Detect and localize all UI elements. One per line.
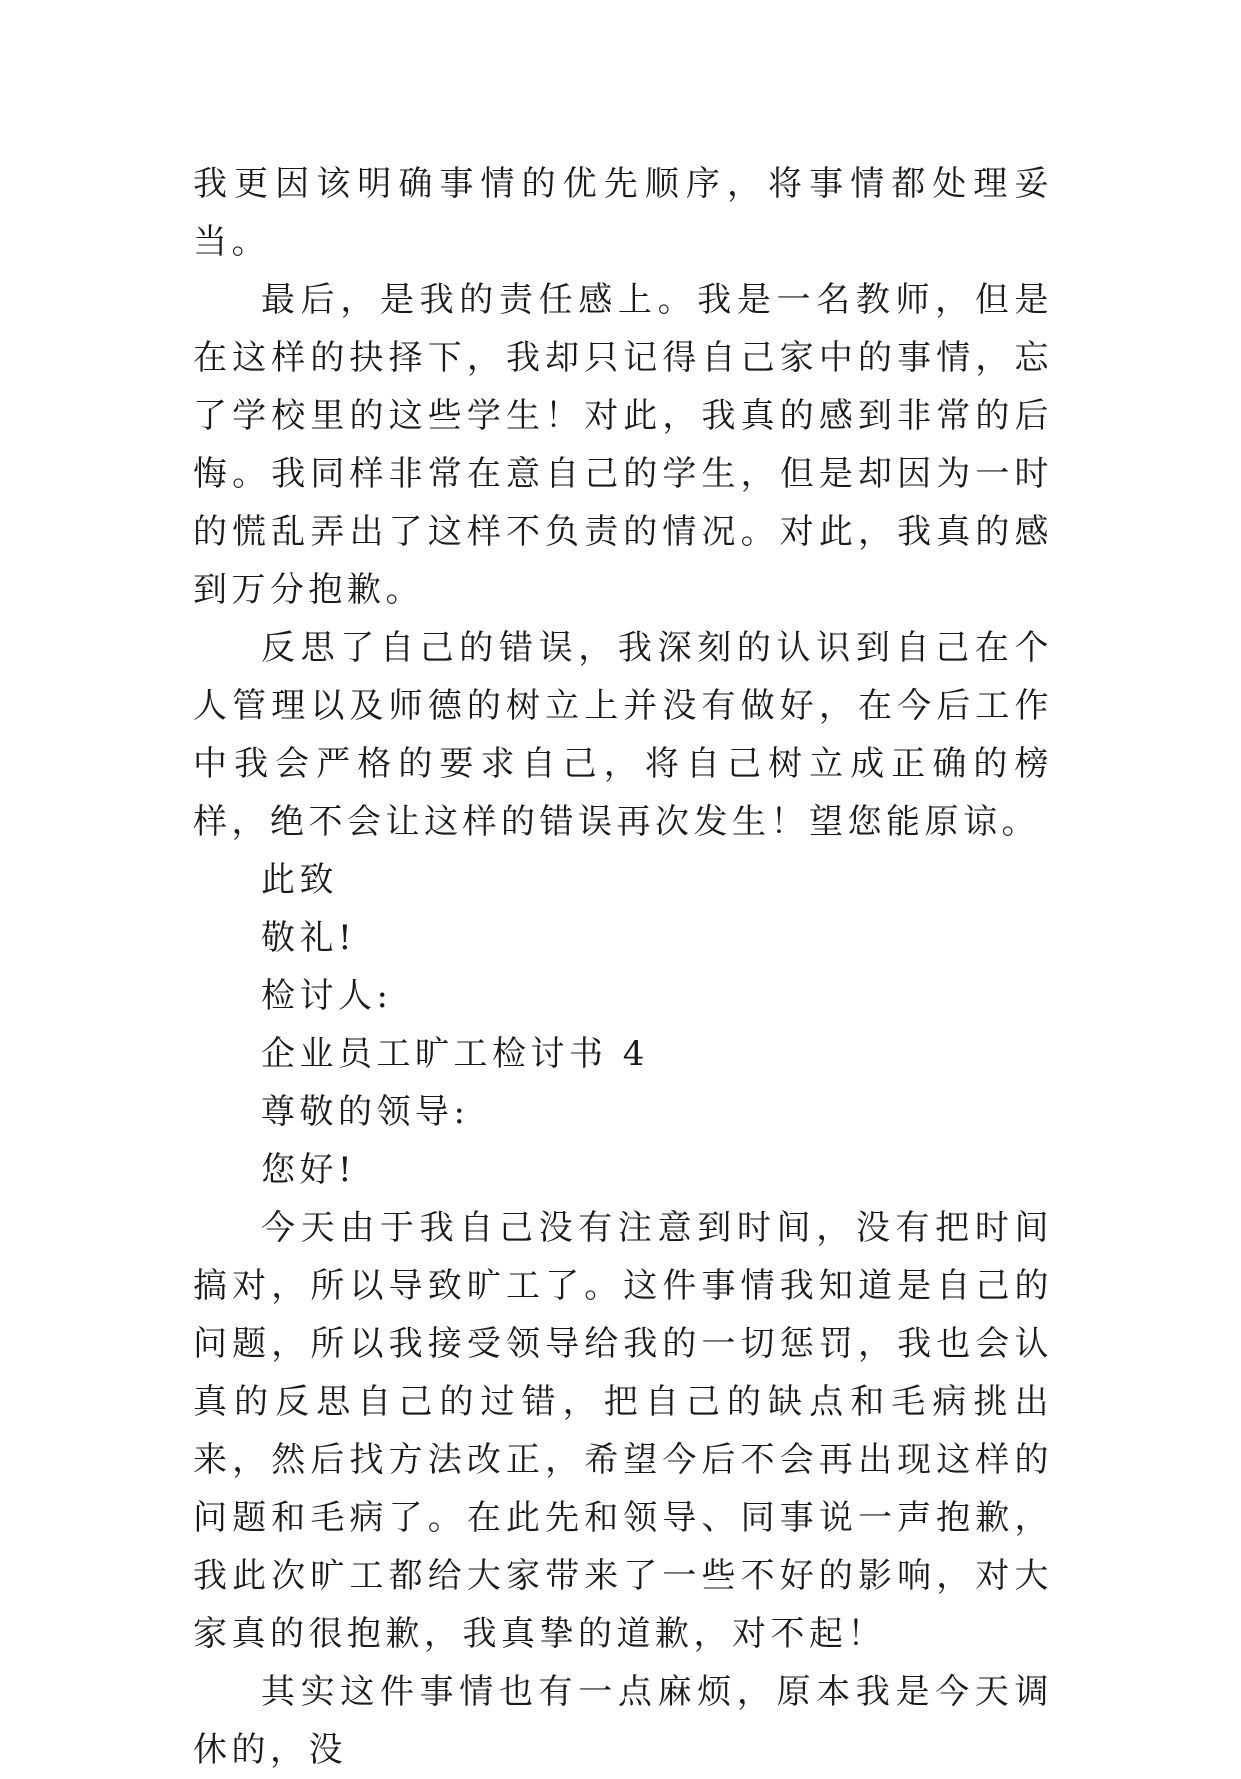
paragraph-3: 反思了自己的错误，我深刻的认识到自己在个人管理以及师德的树立上并没有做好，在今后工作中我会严格的要求自己，将自己树立成正确的榜样，绝不会让这样的错误再次发生！望您能原谅。 [193,628,1053,842]
paragraph-body-1: 今天由于我自己没有注意到时间，没有把时间搞对，所以导致旷工了。这件事情我知道是自己的问题，所以我接受领导给我的一切惩罚，我也会认真的反思自己的过错，把自己的缺点和毛病挑出来，然后找方法改正，希望今后不会再出现这样的问题和毛病了。在此先和领导、同事说一声抱歉，我此次旷工都给大家带来了一些不好的影响，对大家真的很抱歉，我真挚的道歉，对不起！ [193,1208,1053,1654]
closing-regards: 敬礼! [261,918,357,958]
greeting-recipient: 尊敬的领导: [261,1092,470,1132]
signature-line: 检讨人: [261,976,393,1016]
paragraph-1: 我更因该明确事情的优先顺序，将事情都处理妥当。 [193,164,1053,262]
paragraph-2: 最后，是我的责任感上。我是一名教师，但是在这样的抉择下，我却只记得自己家中的事情，忘了学校里的这些学生！对此，我真的感到非常的后悔。我同样非常在意自己的学生，但是却因为一时的慌乱弄出了这样不负责的情况。对此，我真的感到万分抱歉。 [193,280,1053,610]
section-title: 企业员工旷工检讨书 4 [261,1034,649,1074]
closing-salutation: 此致 [261,860,338,900]
greeting-hello: 您好! [261,1150,357,1190]
paragraph-body-2: 其实这件事情也有一点麻烦，原本我是今天调休的，没 [193,1672,1053,1770]
document-body [193,155,1053,1779]
